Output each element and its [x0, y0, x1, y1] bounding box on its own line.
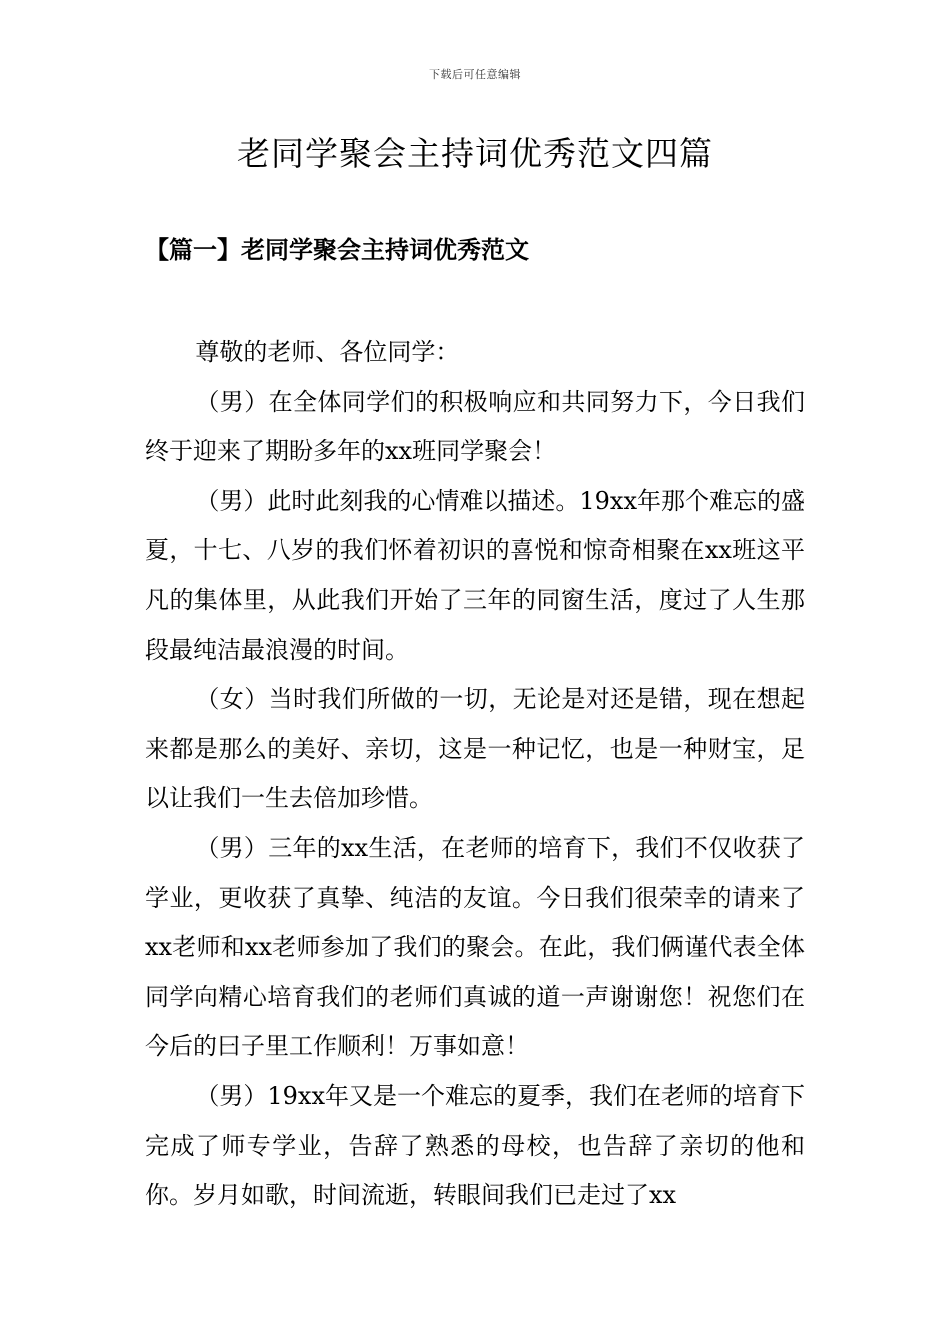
paragraph-salutation: 尊敬的老师、各位同学： — [195, 338, 460, 366]
document-body — [145, 328, 805, 1221]
paragraph: （男）此时此刻我的心情难以描述。19xx年那个难忘的盛夏，十七、八岁的我们怀着初识的喜悦和惊奇相聚在xx班这平凡的集体里，从此我们开始了三年的同窗生活，度过了人生那段最纯洁最浪漫的时间。 — [145, 486, 805, 664]
header-note: 下载后可任意编辑 — [429, 68, 521, 81]
paragraph: （男）在全体同学们的积极响应和共同努力下，今日我们终于迎来了期盼多年的xx班同学聚会！ — [145, 387, 805, 466]
paragraph: （男）三年的xx生活，在老师的培育下，我们不仅收获了学业，更收获了真挚、纯洁的友谊。今日我们很荣幸的请来了xx老师和xx老师参加了我们的聚会。在此，我们俩谨代表全体同学向精心培育我们的老师们真诚的道一声谢谢您！祝您们在今后的曰子里工作顺利！万事如意！ — [145, 833, 805, 1061]
section-heading: 【篇一】老同学聚会主持词优秀范文 — [145, 235, 529, 264]
paragraph: （男）19xx年又是一个难忘的夏季，我们在老师的培育下完成了师专学业，告辞了熟悉的母校，也告辞了亲切的他和你。岁月如歌，时间流逝，转眼间我们已走过了xx — [145, 1081, 805, 1210]
document-title: 老同学聚会主持词优秀范文四篇 — [237, 134, 713, 173]
paragraph: （女）当时我们所做的一切，无论是对还是错，现在想起来都是那么的美好、亲切，这是一种记忆，也是一种财宝，足以让我们一生去倍加珍惜。 — [145, 685, 805, 813]
